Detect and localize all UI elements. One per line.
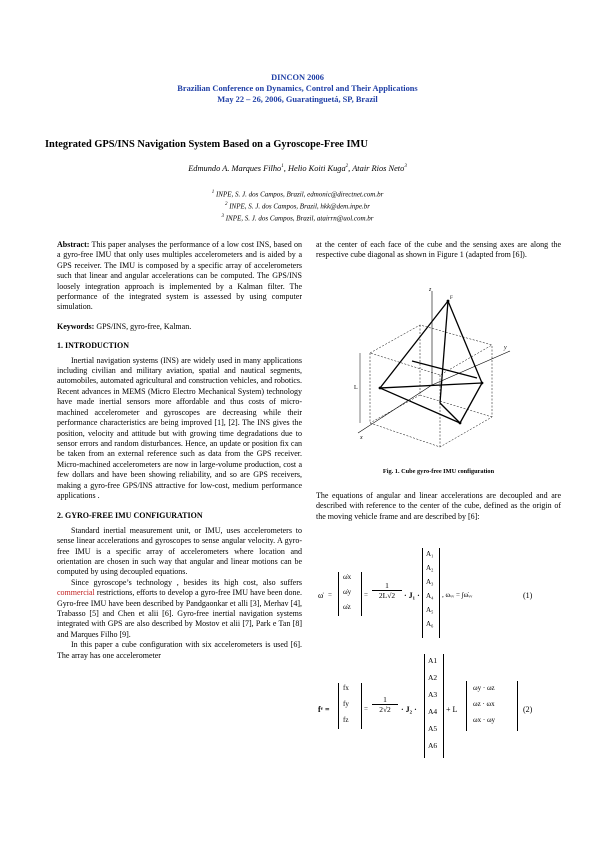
axis-label-z: z [429, 287, 432, 293]
affil-sup: 2 [224, 201, 228, 207]
eq2-omega-vector [466, 681, 518, 731]
eq2-A6: A6 [428, 741, 438, 750]
author-1: Edmundo A. Marques Filho [188, 164, 282, 173]
keywords-text: GPS/INS, gyro-free, Kalman. [94, 321, 192, 331]
eq2-A-vector [424, 654, 444, 758]
cube-imu-figure [352, 283, 512, 463]
eq2-plus-L: + L [446, 705, 458, 714]
text: Since gyroscope’s technology , besides its high cost, also suffers [71, 577, 302, 587]
affiliation-2 [0, 200, 595, 212]
text: restrictions, efforts to develop a gyro-free IMU have been done. Gyro-free IMU have been described by Pandgaonkar et alli [3], Merhav [4], Trabasso [5] and Chen et alii [6]. Gyro-free inertial navigation systems integrated with GPS are also described by Mostov et alii [7], Park e Tan [8] and Marques Filho [9]. [57, 588, 302, 639]
eq2-lhs: fᵛ = [318, 705, 330, 714]
eq2-number: (2) [523, 705, 533, 714]
affil-text: INPE, S. J. dos Campos, Brazil, edmonic@directnet.com.br [214, 190, 384, 199]
eq1-number: (1) [523, 591, 533, 600]
abstract [57, 240, 302, 313]
dimension-label: L [354, 385, 358, 391]
eq2-w3: ωx · ωy [473, 716, 496, 724]
section-2-paragraph-2 [57, 578, 302, 640]
conference-date-place: May 22 – 26, 2006, Guaratinguetá, SP, Brazil [217, 95, 378, 104]
affil-sup: 3 [221, 213, 224, 219]
eq1-den: 2L√2 [378, 591, 396, 600]
eq1-A6: A₆ [426, 620, 434, 628]
eq2-vec-y: fy [343, 700, 349, 708]
section-1-paragraph: Inertial navigation systems (INS) are widely used in many applications including civilian and military aviation, spatial and nautical segments, automobiles, automated agricultural and construction vehicles, and robotics. Recent advances in MEMS (Micro Electro Mechanical System) technology have made inertial sensors more affordable and thus costs of micro-machined accelerometer and gyroscopes are decreasing while their performance characteristics are being improved [1], [2]. The INS gives the position, velocity and attitude but with growing time degradations due to sensor errors and random disturbances. Hence, an update or position fix can be taken from an external reference such as data from the GPS receiver. Micro-machined accelerometers are now in large-volume production, cost a few dollars and have been showing reliability, and so are GPS receivers, making a gyro-free GPS/INS attractive for low-cost, medium performance applications . [57, 355, 302, 500]
eq1-vec-z: ω̇z [343, 603, 351, 611]
figure-caption: Fig. 1. Cube gyro-free IMU configuration [382, 468, 495, 475]
affil-text: INPE, S. J. dos Campos, Brazil, atairrn@uol.com.br [223, 213, 374, 222]
eq2-A4: A4 [428, 707, 438, 716]
abstract-label: Abstract: [57, 240, 90, 249]
authors-line [0, 164, 595, 173]
eq2-den: 2√2 [379, 705, 391, 714]
eq1-num: 1 [372, 581, 402, 591]
eq2-num: 1 [372, 695, 398, 705]
eq2-fraction [372, 695, 398, 714]
right-column-intro [316, 240, 561, 261]
eq2-A1: A1 [428, 656, 438, 665]
tetra-lines [380, 301, 482, 423]
eq1-vec-y: ω̇y [343, 588, 352, 596]
accelerometer-points [379, 300, 484, 425]
section-1-title: 1. INTRODUCTION [57, 341, 130, 351]
eq2-w1: ωy · ωz [473, 684, 495, 692]
section-2-paragraph-1: Standard inertial measurement unit, or IMU, uses accelerometers to sense linear accelerations and gyroscopes to sense angular velocity. A gyro-free IMU is a specific array of accelerometers where location and orientation are chosen in such way that angular and linear motions can be computed by using decoupled equations. [57, 525, 302, 577]
section-2-paragraph-3: In this paper a cube configuration with six accelerometers is used [6]. The array has one accelerometer [57, 640, 302, 660]
paper-title: Integrated GPS/INS Navigation System Based on a Gyroscope-Free IMU [45, 139, 368, 150]
eq1-A1: A₁ [426, 550, 434, 558]
eq1-fraction [372, 581, 402, 600]
eq1-vec-x: ω̇x [343, 573, 352, 581]
conference-full-name: Brazilian Conference on Dynamics, Control and Their Applications [177, 84, 418, 93]
right-column-eq-intro [316, 491, 561, 522]
section-2-title: 2. GYRO-FREE IMU CONFIGURATION [57, 511, 203, 521]
eq1-A5: A₅ [426, 606, 434, 614]
eq1-tail: , ωᵥᵥ = ∫ω̇ᵥᵥ [442, 591, 473, 599]
eq2-J: · J₂ · [401, 705, 417, 714]
author-1-sup: 1 [281, 164, 284, 170]
eq2-A5: A5 [428, 724, 438, 733]
affiliation-3 [0, 212, 595, 224]
author-3: Atair Rios Neto [352, 164, 405, 173]
eq2-A3: A3 [428, 690, 438, 699]
axis-label-y: y [504, 345, 507, 351]
eq2-vector [338, 683, 362, 729]
affiliations [0, 188, 595, 223]
eq2-eq: = [364, 705, 368, 713]
eq2-A2: A2 [428, 673, 438, 682]
point-label: F [450, 296, 453, 301]
author-2-sup: 2 [345, 164, 349, 170]
affiliation-1 [0, 188, 595, 200]
eq1-A-vector [422, 548, 440, 638]
abstract-text: This paper analyses the performance of a low cost INS, based on a gyro-free IMU that only uses multiples accelerometers and is aided by a GPS receiver. The IMU is composed by a specific array of accelerometers such that linear and angular accelerations can be computed. The GPS/INS loosely integration approach is implemented by a Kalman filter. The performance of the integrated system is assessed by using computer simulation. [57, 240, 302, 312]
eq2-w2: ωz · ωx [473, 700, 495, 708]
highlight-word: commercial [57, 588, 95, 598]
eq1-A2: A₂ [426, 564, 434, 572]
affil-sup: 1 [211, 190, 215, 195]
eq1-eq: = [328, 591, 332, 599]
eq1-J: · J₁ · [404, 591, 420, 600]
keywords [57, 322, 302, 332]
eq1-A3: A₃ [426, 578, 434, 586]
eq1-A4: A₄ [426, 592, 434, 600]
eq1-vector [338, 572, 362, 616]
author-sep: , [283, 164, 288, 173]
author-3-sup: 3 [404, 164, 407, 170]
right-paragraph-2: The equations of angular and linear accelerations are decoupled and are described with reference to the center of the cube, defined as the origin of the moving vehicle frame and are described by [6]: [316, 491, 561, 521]
author-2: Helio Koiti Kuga [287, 164, 346, 173]
axis-label-x: x [360, 435, 363, 441]
eq1-lhs: ω̇ [318, 591, 324, 600]
affil-text: INPE, S. J. dos Campos, Brazil, hkk@dem.inpe.br [227, 202, 371, 211]
keywords-label: Keywords: [57, 321, 95, 331]
eq2-vec-x: fx [343, 684, 349, 692]
left-column [57, 240, 302, 661]
right-paragraph-1: at the center of each face of the cube and the sensing axes are along the respective cube diagonal as shown in Figure 1 (adapted from [6]). [316, 240, 561, 260]
eq2-vec-z: fz [343, 716, 349, 724]
eq1-eq2: = [364, 591, 368, 599]
conference-name: DINCON 2006 [271, 73, 324, 82]
author-sep: , [348, 164, 353, 173]
